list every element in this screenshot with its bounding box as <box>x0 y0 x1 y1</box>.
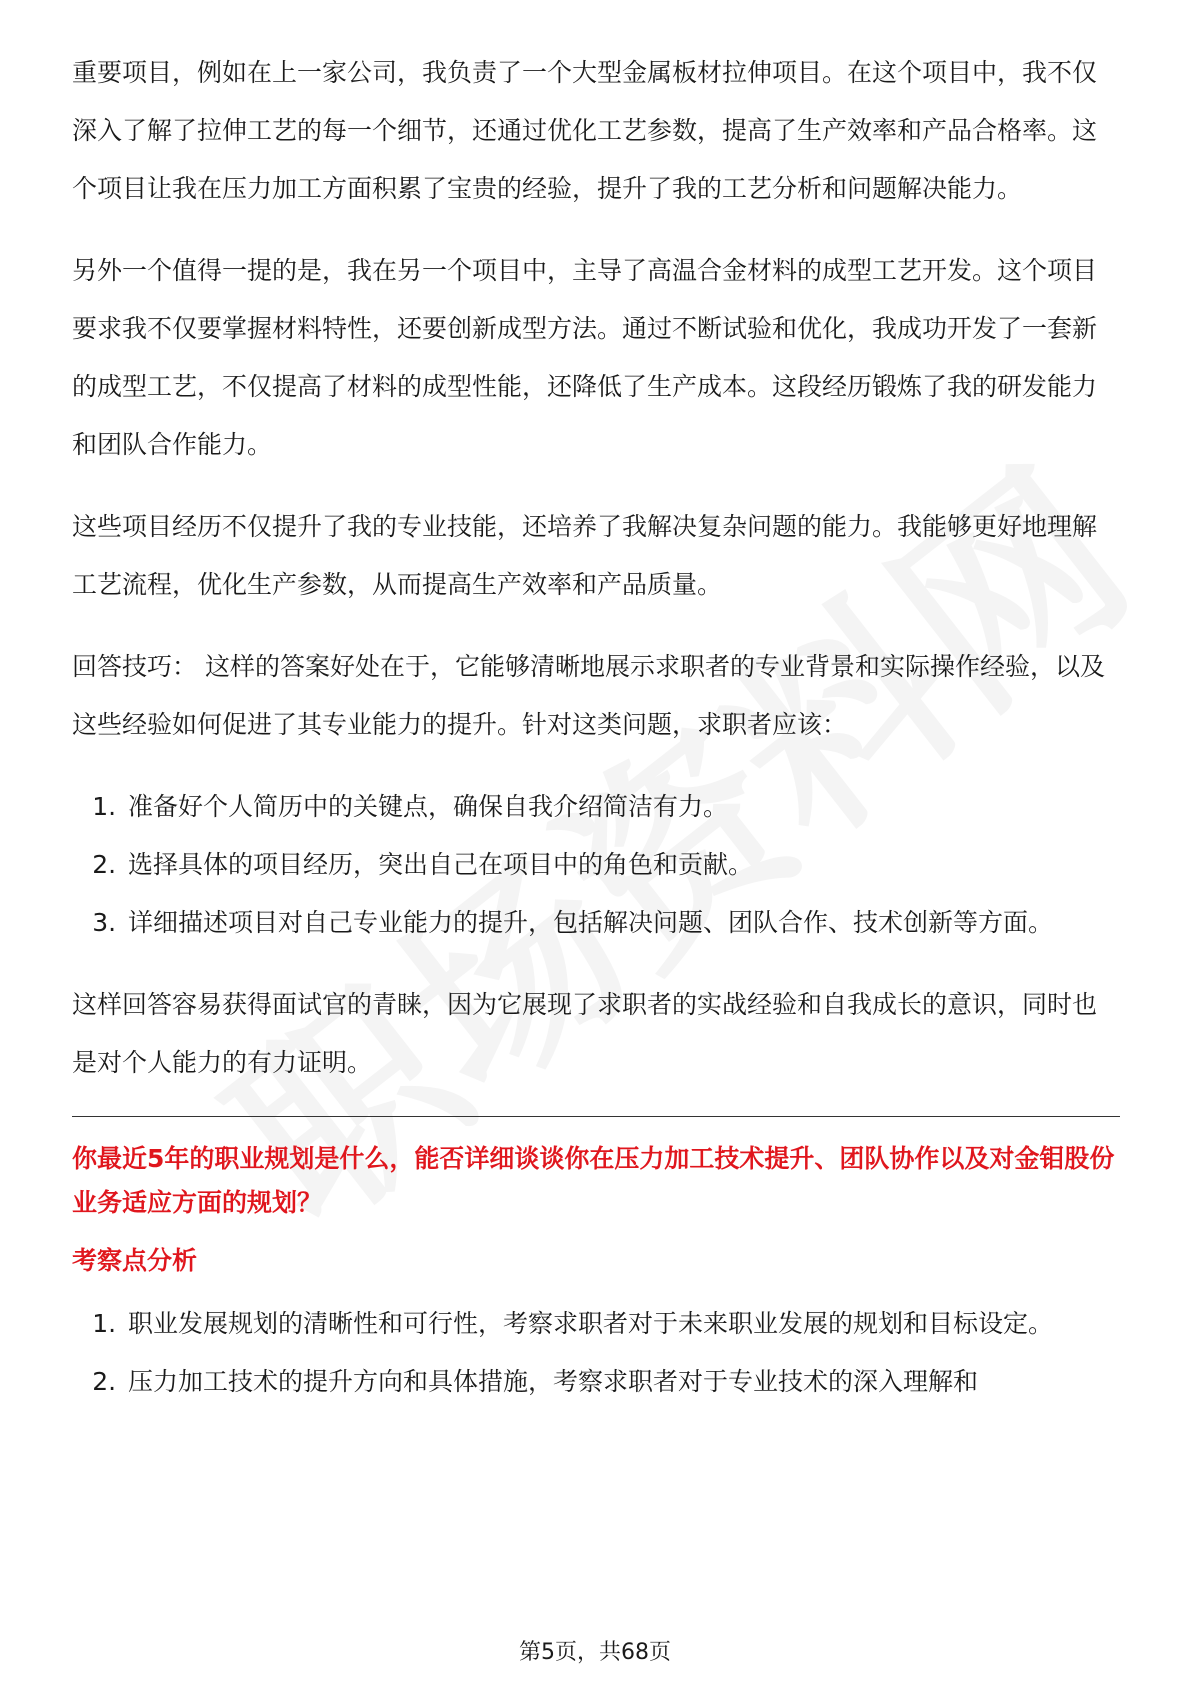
paragraph-answer-tips: 回答技巧： 这样的答案好处在于，它能够清晰地展示求职者的专业背景和实际操作经验，以及这些经验如何促进了其专业能力的提升。针对这类问题，求职者应该： <box>72 652 1105 739</box>
list-item: 3. 详细描述项目对自己专业能力的提升，包括解决问题、团队合作、技术创新等方面。 <box>124 894 1120 952</box>
section-divider <box>72 1116 1120 1117</box>
page-content <box>72 44 1120 1435</box>
paragraph-project-2: 另外一个值得一提的是，我在另一个项目中，主导了高温合金材料的成型工艺开发。这个项目要求我不仅要掌握材料特性，还要创新成型方法。通过不断试验和优化，我成功开发了一套新的成型工艺，不仅提高了材料的成型性能，还降低了生产成本。这段经历锻炼了我的研发能力和团队合作能力。 <box>72 256 1098 459</box>
page-number-footer: 第5页，共68页 <box>519 1640 671 1665</box>
list-item: 2. 压力加工技术的提升方向和具体措施，考察求职者对于专业技术的深入理解和 <box>124 1353 1120 1411</box>
analysis-heading: 考察点分析 <box>72 1246 198 1275</box>
paragraph-project-1: 重要项目，例如在上一家公司，我负责了一个大型金属板材拉伸项目。在这个项目中，我不仅深入了解了拉伸工艺的每一个细节，还通过优化工艺参数，提高了生产效率和产品合格率。这个项目让我在压力加工方面积累了宝贵的经验，提升了我的工艺分析和问题解决能力。 <box>72 58 1098 203</box>
list-item: 1. 职业发展规划的清晰性和可行性，考察求职者对于未来职业发展的规划和目标设定。 <box>124 1295 1120 1353</box>
tips-list <box>72 778 1120 952</box>
question-heading: 你最近5年的职业规划是什么，能否详细谈谈你在压力加工技术提升、团队协作以及对金钼股份业务适应方面的规划？ <box>72 1144 1115 1217</box>
paragraph-closing: 这样回答容易获得面试官的青睐，因为它展现了求职者的实战经验和自我成长的意识，同时也是对个人能力的有力证明。 <box>72 990 1098 1077</box>
paragraph-summary: 这些项目经历不仅提升了我的专业技能，还培养了我解决复杂问题的能力。我能够更好地理解工艺流程，优化生产参数，从而提高生产效率和产品质量。 <box>72 512 1098 599</box>
analysis-list <box>72 1295 1120 1411</box>
list-item: 2. 选择具体的项目经历，突出自己在项目中的角色和贡献。 <box>124 836 1120 894</box>
list-item: 1. 准备好个人简历中的关键点，确保自我介绍简洁有力。 <box>124 778 1120 836</box>
